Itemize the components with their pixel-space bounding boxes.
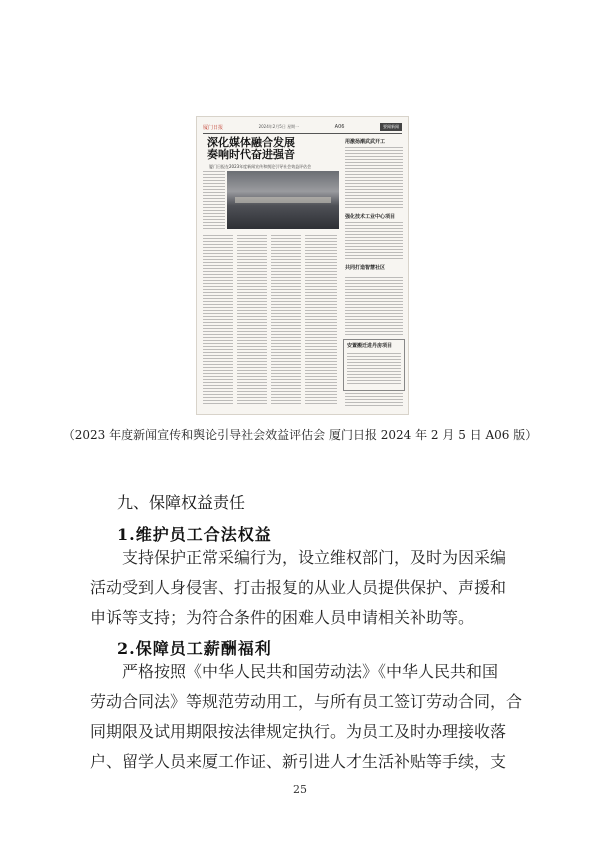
side-headline: 用激扬潮武武开工: [345, 139, 386, 145]
side-headline: 安置搬迁进丹房项目: [347, 343, 393, 349]
text-column: [237, 235, 267, 405]
newspaper-date: 2024年2月5日 星期一: [258, 124, 300, 129]
newspaper-masthead: 厦门日报: [203, 124, 224, 131]
text-column: [305, 235, 337, 405]
figure-caption: （2023 年度新闻宣传和舆论引导社会效益评估会 厦门日报 2024 年 2 月 5 日 A06 版）: [62, 428, 538, 442]
newspaper-headline-line2: 奏响时代奋进强音: [207, 148, 295, 161]
newspaper-topbar: [203, 123, 402, 131]
subsection-title-1: 1.维护员工合法权益: [117, 525, 272, 544]
section-title: 九、保障权益责任: [117, 493, 246, 512]
newspaper-section-label: 要闻新闻: [380, 123, 402, 131]
text-column: [203, 171, 225, 231]
paragraph-line: 支持保护正常采编行为，设立维权部门，及时为因采编: [122, 548, 507, 567]
paragraph-line: 同期限及试用期限按法律规定执行。为员工及时办理接收落: [90, 722, 507, 741]
paragraph-line: 严格按照《中华人民共和国劳动法》《中华人民共和国: [122, 662, 499, 681]
side-headline: 强化技术工业中心项目: [345, 214, 396, 220]
text-column: [203, 235, 233, 405]
newspaper-subheadline: 厦门日报在2023年度新闻宣传和舆论引导社会效益评估会: [209, 164, 312, 169]
paragraph-line: 户、留学人员来厦工作证、新引进人才生活补贴等手续，支: [90, 752, 507, 771]
newspaper-page-number: A06: [334, 124, 345, 130]
text-column: [345, 277, 403, 337]
newspaper-page-image: [196, 116, 409, 415]
newspaper-headline: [207, 137, 337, 161]
text-column: [345, 222, 403, 260]
paragraph-2: [90, 657, 523, 777]
newspaper-rule: [203, 133, 402, 134]
side-headline: 共同打造智慧社区: [345, 265, 386, 271]
paragraph-line: 活动受到人身侵害、打击报复的从业人员提供保护、声援和: [90, 578, 507, 597]
text-column: [271, 235, 301, 405]
paragraph-line: 申诉等支持；为符合条件的困难人员申请相关补助等。: [90, 608, 475, 627]
subsection-title-2: 2.保障员工薪酬福利: [117, 639, 272, 658]
page-number: 25: [293, 783, 307, 796]
meeting-photo: [227, 171, 339, 229]
paragraph-line: 劳动合同法》等规范劳动用工，与所有员工签订劳动合同，合: [90, 692, 523, 711]
newspaper-headline-line1: 深化媒体融合发展: [207, 136, 295, 149]
paragraph-1: [90, 543, 520, 633]
text-column: [345, 393, 403, 407]
text-column: [347, 353, 401, 385]
text-column: [345, 147, 403, 209]
